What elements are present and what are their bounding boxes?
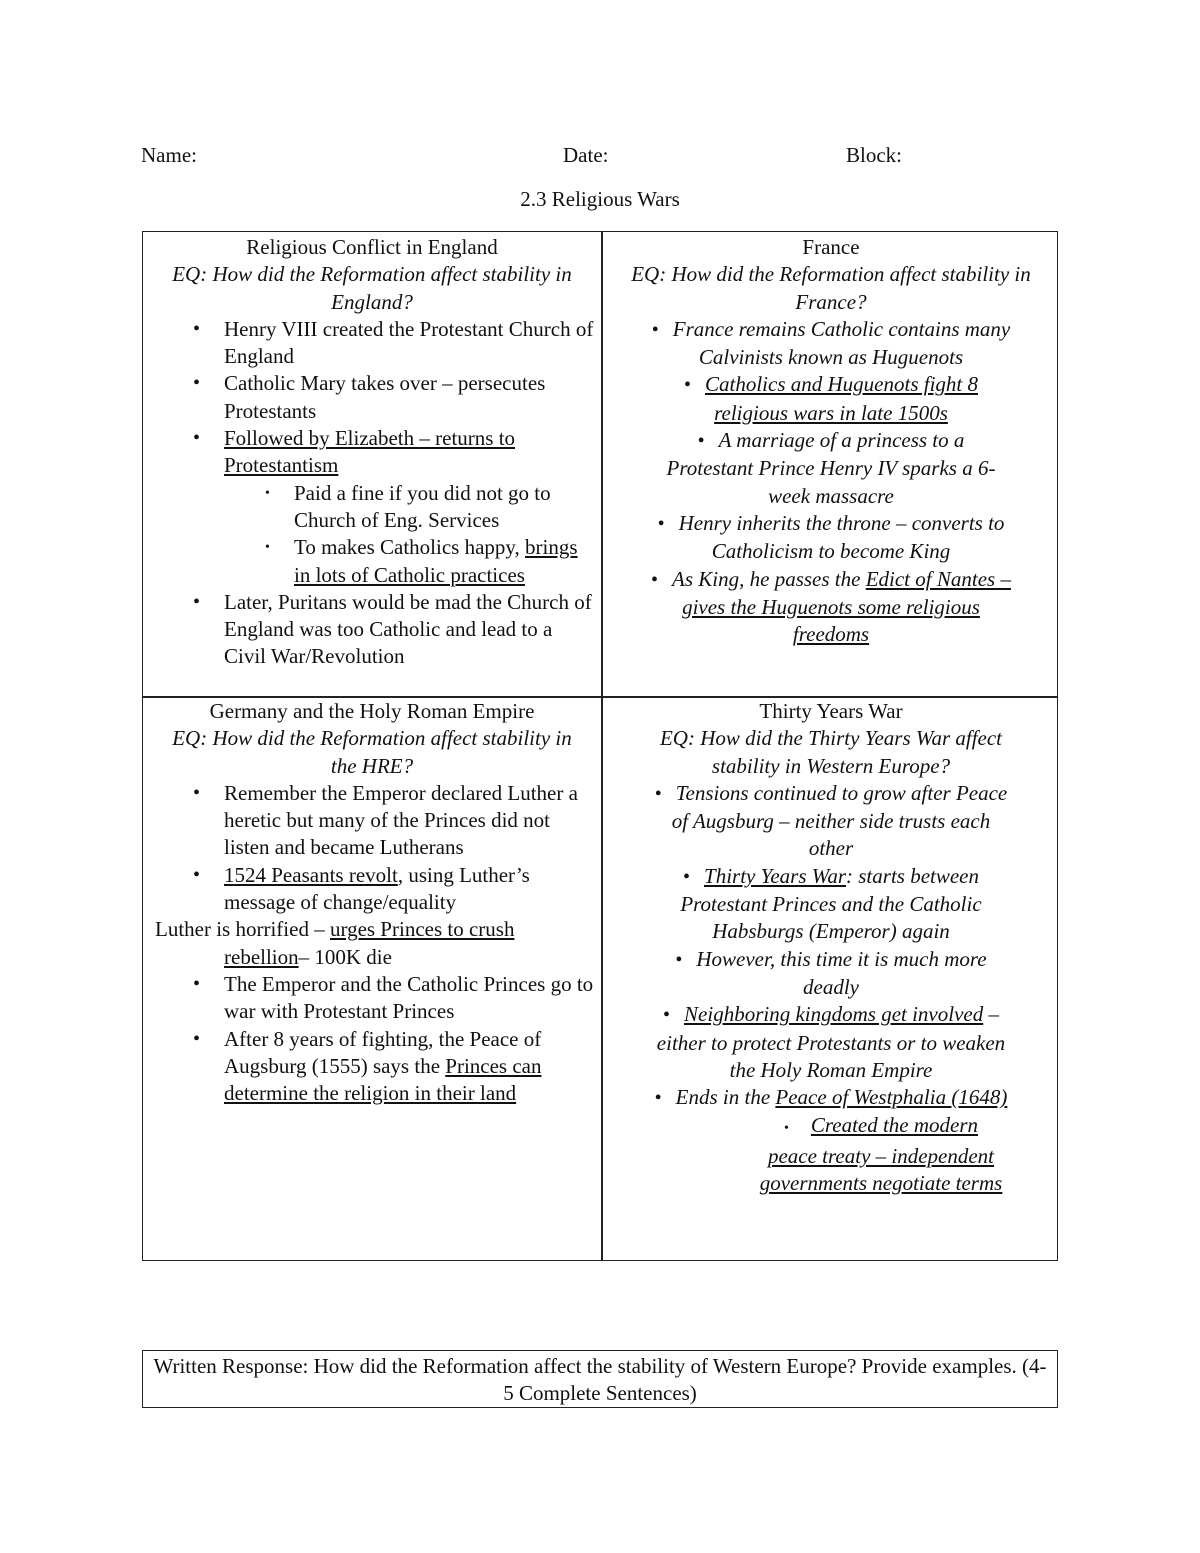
england-cell [149, 234, 595, 671]
date-label: Date: [563, 143, 609, 167]
england-sub-bullet-1: • Paid a fine if you did not go to Church of Eng. Services [149, 480, 595, 535]
england-bullet-4: • Later, Puritans would be mad the Church of England was too Catholic and lead to a Civil War/Revolution [149, 589, 595, 671]
england-sub-bullet-2 [149, 534, 595, 589]
thirty-years-cell [609, 698, 1053, 1197]
page-title: 2.3 Religious Wars [520, 187, 680, 211]
france-bullet-1: • France remains Catholic contains many Calvinists known as Huguenots [649, 316, 1013, 372]
germany-bullet-4: • After 8 years of fighting, the Peace of Augsburg (1555) says the Princes can determine the religion in their land [149, 1026, 595, 1108]
england-eq: EQ: How did the Reformation affect stability in England? [172, 262, 572, 314]
thirty-bullet-5: • Ends in the Peace of Westphalia (1648) [649, 1084, 1013, 1112]
germany-cell [149, 698, 595, 1107]
france-heading: France [802, 235, 860, 259]
england-bullet-3-text: Followed by Elizabeth – returns to Protestantism [224, 426, 516, 478]
england-bullet-1: • Henry VIII created the Protestant Church of England [149, 316, 595, 371]
thirty-years-eq: EQ: How did the Thirty Years War affect stability in Western Europe? [659, 726, 1003, 778]
germany-list [149, 780, 595, 1108]
france-eq: EQ: How did the Reformation affect stability in France? [631, 262, 1031, 314]
written-response-box [142, 1350, 1058, 1408]
france-bullet-5: • As King, he passes the Edict of Nantes – gives the Huguenots some religious freedoms [649, 566, 1013, 649]
germany-eq: EQ: How did the Reformation affect stability in the HRE? [172, 726, 572, 778]
france-cell [609, 234, 1053, 648]
france-bullet-4: • Henry inherits the throne – converts to Catholicism to become King [649, 510, 1013, 566]
thirty-bullet-4: • Neighboring kingdoms get involved – either to protect Protestants or to weaken the Holy Roman Empire [649, 1001, 1013, 1084]
germany-heading: Germany and the Holy Roman Empire [209, 699, 535, 723]
england-sub-bullet-2-a: To makes Catholics happy, [294, 535, 520, 560]
thirty-bullet-2: • Thirty Years War: starts between Protestant Princes and the Catholic Habsburgs (Emperor) again [649, 863, 1013, 946]
england-heading: Religious Conflict in England [246, 235, 498, 259]
england-sub-bullet-2-b: brings in lots of Catholic practices [294, 535, 578, 587]
france-bullet-3: • A marriage of a princess to a Protestant Prince Henry IV sparks a 6-week massacre [649, 427, 1013, 510]
thirty-sub-bullet-1: • Created the modern peace treaty – independent governments negotiate terms [649, 1112, 1013, 1197]
germany-bullet-3: • The Emperor and the Catholic Princes go to war with Protestant Princes [149, 971, 595, 1026]
thirty-bullet-3: • However, this time it is much more deadly [649, 946, 1013, 1002]
written-response-prompt: Written Response: How did the Reformation affect the stability of Western Europe? Provide examples. (4-5 Complete Sentences) [153, 1354, 1047, 1405]
germany-bullet-2: • 1524 Peasants revolt, using Luther’s message of change/equality [149, 862, 595, 917]
germany-paragraph: Luther is horrified – urges Princes to crush rebellion– 100K die [155, 917, 515, 969]
thirty-bullet-1: • Tensions continued to grow after Peace of Augsburg – neither side trusts each other [649, 780, 1013, 863]
france-bullet-2: • Catholics and Huguenots fight 8 religious wars in late 1500s [649, 371, 1013, 427]
england-bullet-2: • Catholic Mary takes over – persecutes Protestants [149, 370, 595, 425]
column-divider [601, 232, 603, 1260]
notes-table [142, 231, 1058, 1261]
england-list [149, 316, 595, 671]
germany-bullet-1: • Remember the Emperor declared Luther a heretic but many of the Princes did not listen and became Lutherans [149, 780, 595, 862]
thirty-years-heading: Thirty Years War [759, 699, 903, 723]
england-bullet-3 [149, 425, 595, 480]
name-label: Name: [141, 143, 197, 167]
block-label: Block: [846, 143, 902, 167]
